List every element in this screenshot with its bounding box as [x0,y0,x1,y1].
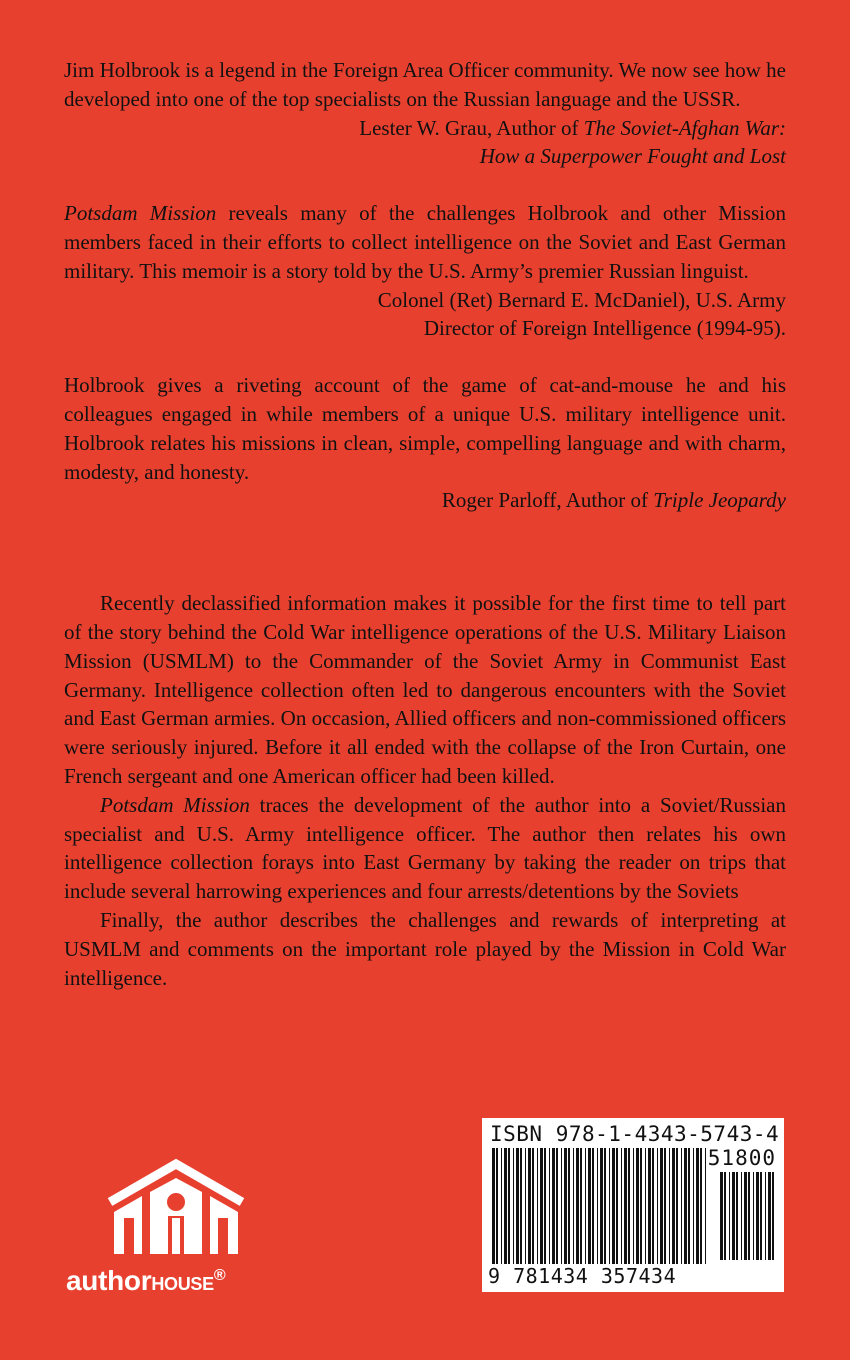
endorsement-2-body: reveals many of the challenges Holbrook and other Mission members faced in their efforts to collect intelligence on the Soviet and East German military. This memoir is a story told by the U.S. Army’s premier Russian linguist. [64,201,786,283]
description-paragraph-3: Finally, the author describes the challenges and rewards of interpreting at USMLM and comments on the important role played by the Mission in Cold War intelligence. [64,907,786,990]
addon-barcode-bars [718,1172,778,1260]
attribution-book-title: The Soviet-Afghan War: [583,115,786,140]
description-paragraph-2 [64,791,786,906]
isbn-label: ISBN 978-1-4343-5743-4 [490,1122,780,1146]
authorhouse-logo-icon [96,1152,256,1262]
attribution-author: Colonel (Ret) Bernard E. McDaniel), U.S. Army [377,287,786,312]
endorsement-2-attribution [64,286,786,344]
attribution-author: Roger Parloff, Author of [441,488,654,513]
price-code: 51800 [707,1146,776,1170]
attribution-role: Director of Foreign Intelligence (1994-95). [423,316,786,341]
endorsement-3-text: Holbrook gives a riveting account of the game of cat-and-mouse he and his colleagues engaged in while members of a unique U.S. military intelligence unit. Holbrook relates his missions in clean, simple, compelling language and with charm, modesty, and honesty. [64,373,786,484]
ean-barcode-bars [490,1148,710,1264]
description-paragraph-2-body: traces the development of the author into a Soviet/Russian specialist and U.S. Army intelligence officer. The author then relates his own intelligence collection forays into East Germany by taking the reader on trips that include several harrowing experiences and four arrests/detentions by the Soviets [64,792,786,904]
ean-digits: 9 781434 357434 [488,1264,677,1288]
attribution-book-title: Triple Jeopardy [653,488,786,513]
book-title-inline: Potsdam Mission [64,201,217,226]
isbn-barcode [482,1118,784,1292]
endorsement-1-attribution [64,114,786,172]
endorsement-2-text [64,199,786,285]
attribution-book-subtitle: How a Superpower Fought and Lost [479,144,786,169]
endorsement-1-text: Jim Holbrook is a legend in the Foreign Area Officer community. We now see how he developed into one of the top specialists on the Russian language and the USSR. [64,58,786,111]
endorsement-3-attribution [64,486,786,515]
attribution-author: Lester W. Grau, Author of [359,115,584,140]
description-paragraph-1: Recently declassified information makes it possible for the first time to tell part of the story behind the Cold War intelligence operations of the U.S. Military Liaison Mission (USMLM) to the Commander of the Soviet Army in Communist East Germany. Intelligence collection often led to dangerous encounters with the Soviet and East German armies. On occasion, Allied officers and non-commissioned officers were seriously injured. Before it all ended with the collapse of the Iron Curtain, one French sergeant and one American officer had been killed. [64,591,786,788]
book-title-inline: Potsdam Mission [100,792,250,817]
back-cover-text [64,56,786,992]
publisher-name: authorHOUSE® [66,1265,226,1296]
